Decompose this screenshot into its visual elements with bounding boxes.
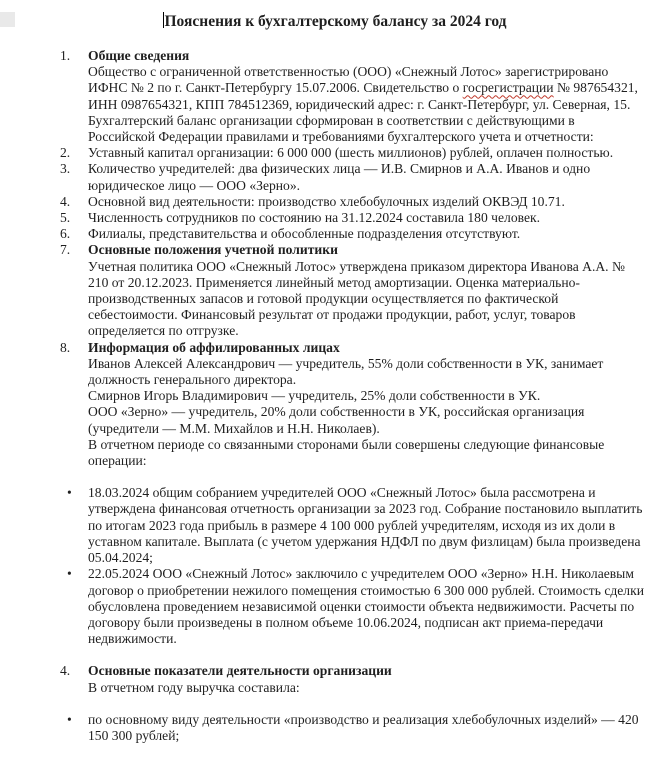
document-body (0, 48, 669, 744)
list-item-number: 5. (60, 210, 71, 226)
section-heading-general-info: Общие сведения (88, 48, 190, 63)
paragraph: Иванов Алексей Александрович — учредитель, 55% доли собственности в УК, занимает должность генерального директора. (88, 355, 604, 388)
list-item-number: 2. (60, 145, 71, 161)
list-item-number: 4. (60, 663, 71, 679)
section-heading-affiliated-persons: Информация об аффилированных лицах (88, 339, 340, 355)
paragraph: Бухгалтерский баланс организации сформирован в соответствии с действующими в Российской Федерации правилами и требованиями бухгалтерского учета и отчетности: (88, 112, 594, 145)
paragraph: ООО «Зерно» — учредитель, 20% доли собственности в УК, российская организация (учредители — М.М. Михайлов и Н.Н. Николаев). (88, 404, 585, 436)
paragraph: по основному виду деятельности «производство и реализация хлебобулочных изделий» — 420 150 300 рублей; (88, 711, 639, 743)
list-item-4 (60, 194, 644, 210)
paragraph: 22.05.2024 ООО «Снежный Лотос» заключило с учредителем ООО «Зерно» Н.Н. Николаевым договор о приобретении нежилого помещения стоимостью 6 300 000 рублей. Стоимость сделки обусловлена проведением независимой оценки стоимости объекта недвижимости. Расчеты по договору были произведены в полном объеме 10.06.2024, подписан акт приема-передачи недвижимости. (88, 566, 644, 647)
paragraph: Численность сотрудников по состоянию на 31.12.2024 составила 180 человек. (88, 210, 540, 226)
bullet-icon: • (67, 566, 72, 582)
document-page[interactable] (0, 12, 669, 744)
paragraph: В отчетном году выручка составила: (88, 679, 300, 695)
paragraph: Смирнов Игорь Владимирович — учредитель, 25% доли собственности в УК. (88, 388, 541, 404)
paragraph: 18.03.2024 общим собранием учредителей ООО «Снежный Лотос» была рассмотрена и утверждена финансовая отчетность организации за 2023 год. Собрание постановило выплатить по итогам 2023 года прибыль в размере 4 100 000 рублей учредителям, исходя из их доли в уставном капитале. Выплата (с учетом удержания НДФЛ по двум физлицам) была произведена 05.04.2024; (88, 485, 643, 566)
paragraph: Уставный капитал организации: 6 000 000 (шесть миллионов) рублей, оплачен полностью. (88, 145, 614, 161)
blank-line (60, 696, 644, 712)
list-item-number: 1. (60, 48, 71, 63)
paragraph-text: Общество с ограниченной ответственностью (ООО) «Снежный Лотос» зарегистрировано ИФНС № 2 по г. Санкт-Петербургу 15.07.2006. Свидетельство о (88, 64, 609, 96)
bullet-item-property-deal (60, 566, 644, 647)
list-item-3 (60, 161, 644, 193)
list-item-content (88, 340, 644, 470)
bullet-item-main-revenue (60, 712, 644, 744)
paragraph-text: № 987654321, ИНН 0987654321, КПП 784512369, юридический адрес: г. Санкт-Петербург, ул. Северная, 15. (88, 80, 638, 112)
paragraph: Основной вид деятельности: производство хлебобулочных изделий ОКВЭД 10.71. (88, 193, 565, 209)
blank-line (60, 647, 644, 663)
list-item-number: 7. (60, 242, 71, 258)
list-item-1 (60, 48, 644, 145)
list-item-content (88, 663, 644, 695)
document-title (0, 12, 669, 31)
list-item-6 (60, 226, 644, 242)
paragraph: Количество учредителей: два физических лица — И.В. Смирнов и А.А. Иванов и одно юридическое лицо — ООО «Зерно». (88, 161, 591, 193)
paragraph: В отчетном периоде со связанными сторонами были совершены следующие финансовые операции: (88, 436, 605, 469)
section-heading-accounting-policy: Основные положения учетной политики (88, 242, 338, 258)
list-item-5 (60, 210, 644, 226)
bullet-icon: • (67, 711, 72, 727)
bullet-item-dividends (60, 485, 644, 566)
paragraph (88, 64, 644, 113)
list-item-2 (60, 145, 644, 161)
list-item-content (88, 242, 644, 339)
paragraph: Учетная политика ООО «Снежный Лотос» утверждена приказом директора Иванова А.А. № 210 от 20.12.2023. Применяется линейный метод амортизации. Оценка материально-производственных запасов и готовой продукции осуществляется по фактической себестоимости. Финансовый результат от продажи продукции, работ, услуг, товаров определяется по отгрузке. (88, 258, 625, 339)
section-heading-performance-indicators: Основные показатели деятельности организации (88, 663, 392, 679)
bullet-icon: • (67, 485, 72, 501)
list-item-number: 3. (60, 161, 71, 177)
blank-line (60, 469, 644, 485)
list-item-performance (60, 663, 644, 695)
list-item-7 (60, 242, 644, 339)
list-item-content (88, 48, 644, 145)
list-item-number: 4. (60, 193, 71, 209)
misspelled-word[interactable]: госрегистрации (462, 80, 554, 96)
document-title-text: Пояснения к бухгалтерскому балансу за 2024 год (164, 13, 507, 30)
paragraph: Филиалы, представительства и обособленные подразделения отсутствуют. (88, 226, 521, 242)
list-item-number: 8. (60, 339, 71, 355)
text-cursor (163, 12, 164, 28)
list-item-8 (60, 340, 644, 470)
list-item-number: 6. (60, 226, 71, 242)
screen-corner-artifact (0, 12, 15, 27)
